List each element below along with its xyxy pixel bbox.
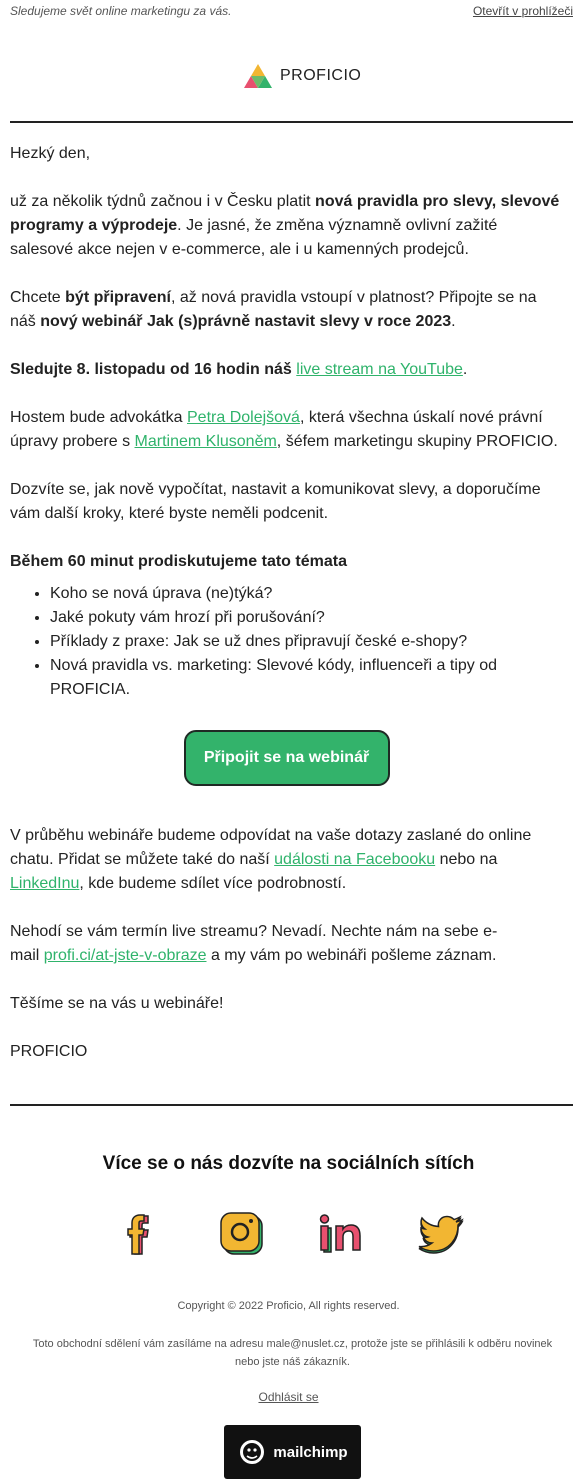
unsubscribe-container [0, 1390, 577, 1404]
proficio-triangle-logo-icon [243, 62, 273, 90]
instagram-icon[interactable] [218, 1210, 266, 1258]
footer-divider [10, 1104, 573, 1106]
bold-text: nová pravidla pro slevy, slevové programy a výprodeje [10, 193, 560, 234]
open-in-browser-link[interactable]: Otevřít v prohlížeči [472, 4, 573, 18]
list-item: • Nová pravidla vs. marketing: Slevové kódy, influenceři a tipy od PROFICIA. [50, 654, 563, 702]
list-item: • Koho se nová úprava (ne)týká? [50, 582, 563, 606]
host-martin-link[interactable]: Martinem Klusoněm [134, 433, 277, 450]
copyright: Copyright © 2022 Proficio, All rights reserved. [177, 1300, 400, 1312]
brand-name: PROFICIO [280, 67, 362, 84]
subscription-reason: Toto obchodní sdělení vám zasíláme na adresu male@nuslet.cz, protože jste se přihlásili k odběru novinek nebo jste náš zákazník. [32, 1338, 553, 1368]
text: , kde budeme sdílet více podrobností. [79, 875, 347, 892]
facebook-event-link[interactable]: události na Facebooku [274, 851, 436, 868]
text: , která všechna úskalí nové právní úpravy probere s [10, 409, 543, 450]
text: , šéfem marketingu skupiny PROFICIO. [276, 433, 558, 450]
bold-text: být připravení [65, 289, 171, 306]
social-title: Více se o nás dozvíte na sociálních sítích [102, 1153, 475, 1174]
preheader [0, 0, 577, 22]
mailchimp-label: mailchimp [273, 1443, 348, 1461]
mailchimp-monkey-icon [237, 1437, 267, 1467]
cta-container [10, 730, 563, 786]
text: . Je jasné, že změna významně ovlivní zažité salesové akce nejen v e-commerce, ale i u kamenných prodejců. [10, 217, 498, 258]
topics-heading [10, 550, 563, 574]
paragraph-intro [10, 190, 563, 262]
paragraph-invite [10, 286, 563, 334]
list-item: • Příklady z praxe: Jak se už dnes připravují české e-shopy? [50, 630, 563, 654]
social-icons [0, 1210, 577, 1260]
paragraph-learn: Dozvíte se, jak nově vypočítat, nastavit a komunikovat slevy, a doporučíme vám další kroky, které byste neměli podcenit. [10, 481, 541, 522]
brand-logo[interactable] [243, 62, 361, 90]
paragraph-closing: Těšíme se na vás u webináře! [10, 995, 224, 1012]
mailchimp-badge[interactable] [224, 1425, 361, 1479]
email-body [10, 142, 563, 1064]
facebook-icon[interactable] [115, 1210, 163, 1258]
preheader-tagline: Sledujeme svět online marketingu za vás. [10, 4, 232, 18]
text: a my vám po webináři pošleme záznam. [206, 947, 497, 964]
text: Hostem bude advokátka [10, 409, 187, 426]
paragraph-guests [10, 406, 563, 454]
paragraph-date [10, 358, 563, 382]
unsubscribe-link[interactable]: Odhlásit se [258, 1390, 319, 1404]
list-item: • Jaké pokuty vám hrozí při porušování? [50, 606, 563, 630]
header-divider [10, 121, 573, 123]
text: už za několik týdnů začnou i v Česku platit [10, 193, 316, 210]
linkedin-link[interactable]: LinkedInu [10, 875, 80, 892]
twitter-icon[interactable] [418, 1210, 466, 1258]
text: . [462, 361, 468, 378]
text: . [451, 313, 456, 330]
paragraph-recording [10, 920, 510, 968]
text: Nehodí se vám termín live streamu? Nevadí. Nechte nám na sebe e-mail [10, 923, 498, 964]
text: , až nová pravidla vstoupí v platnost? Připojte se na náš [10, 289, 537, 330]
bold-text: nový webinář Jak (s)právně nastavit slevy v roce 2023 [40, 313, 452, 330]
recording-signup-link[interactable]: profi.ci/at-jste-v-obraze [43, 947, 207, 964]
greeting: Hezký den, [10, 145, 91, 162]
join-webinar-button[interactable]: Připojit se na webinář [184, 730, 390, 786]
topics-list [10, 582, 563, 702]
bold-text: Během 60 minut prodiskutujeme tato témata [10, 553, 347, 570]
linkedin-icon[interactable] [318, 1210, 366, 1258]
text: V průběhu webináře budeme odpovídat na vaše dotazy zaslané do online chatu. Přidat se můžete také do naší [10, 827, 532, 868]
youtube-live-link[interactable]: live stream na YouTube [296, 361, 463, 378]
bold-text: Sledujte 8. listopadu od 16 hodin náš [10, 361, 292, 378]
signature: PROFICIO [10, 1043, 88, 1060]
text: Chcete [10, 289, 66, 306]
guest-petra-link[interactable]: Petra Dolejšová [187, 409, 300, 426]
text: nebo na [435, 851, 498, 868]
paragraph-questions [10, 824, 563, 896]
